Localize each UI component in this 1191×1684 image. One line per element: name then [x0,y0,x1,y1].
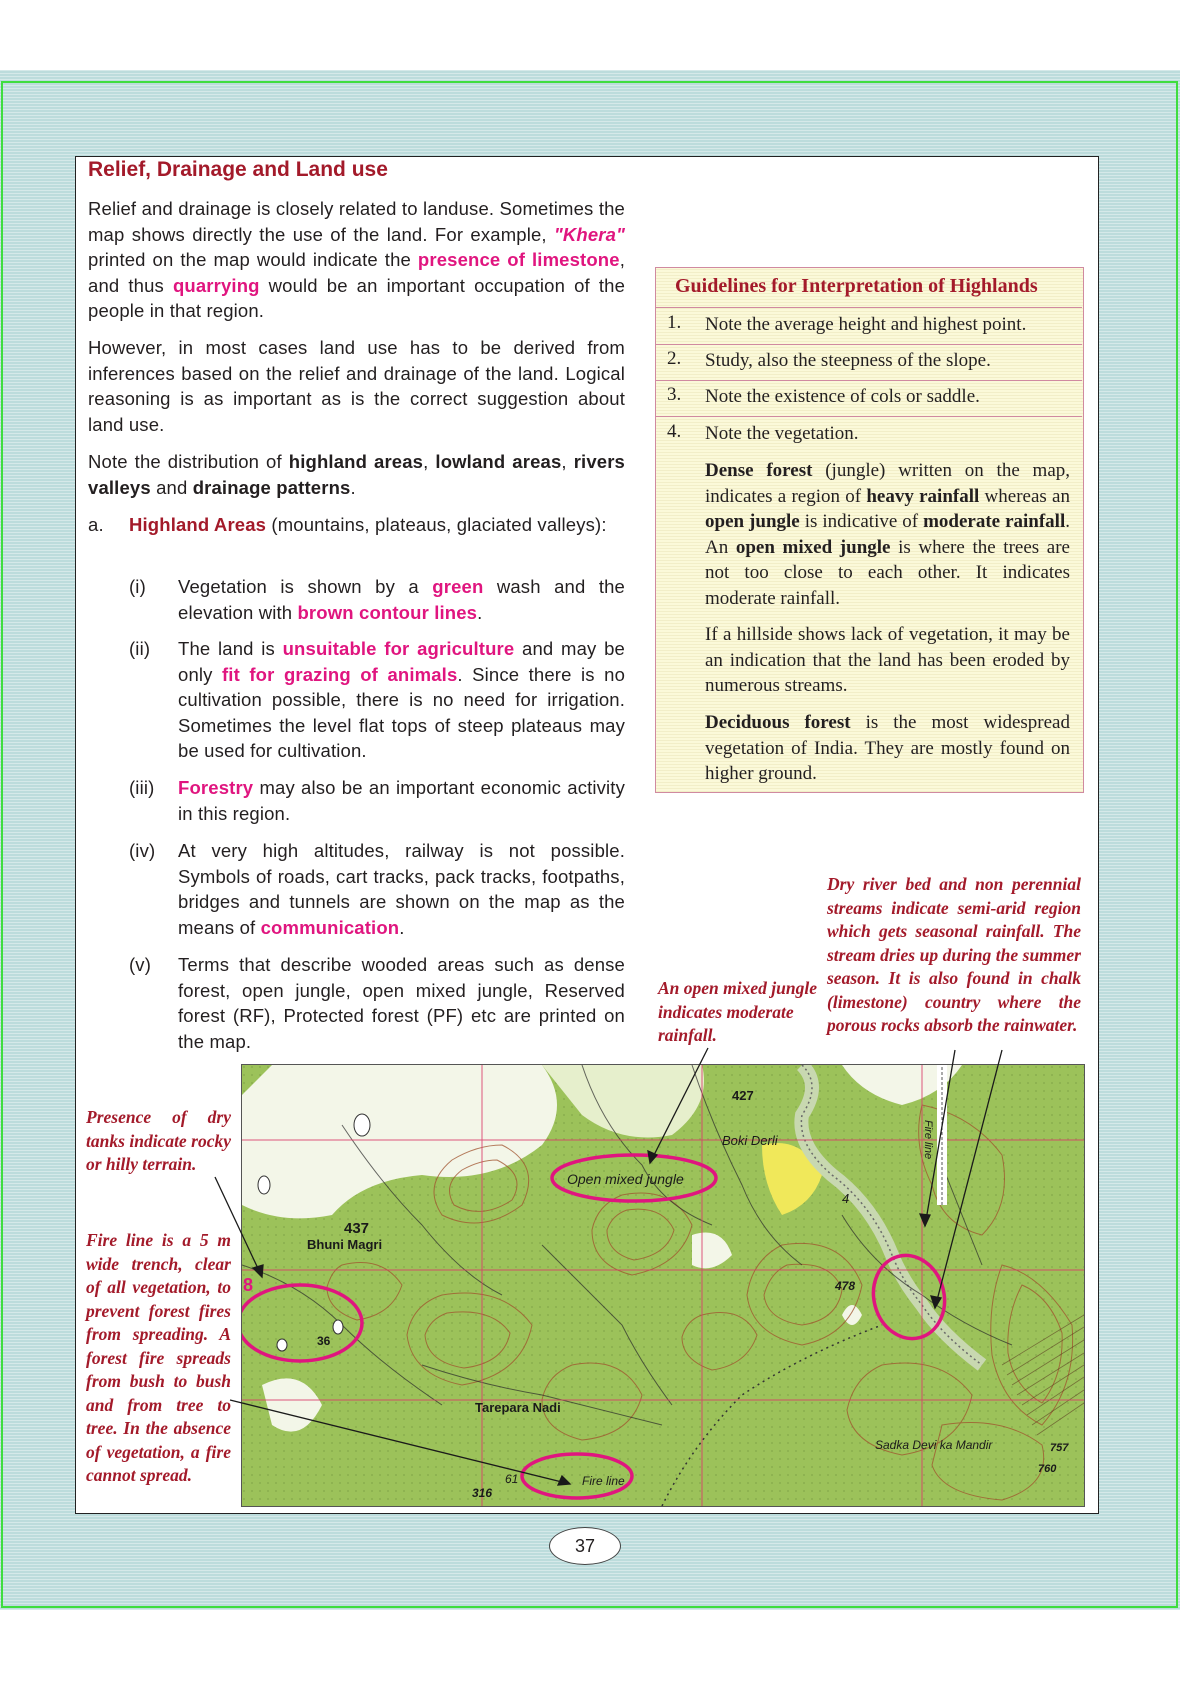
guideline-1-text: Note the average height and highest point. [705,314,1027,335]
highland-heading: Highland Areas (mountains, plateaus, glaciated valleys): [129,514,607,535]
annotation-dry-river-bed: Dry river bed and non perennial streams indicate semi-arid region which gets seasonal rainfall. The stream dries up during the summer season. It is also found in chalk (limestone) country where the porous rocks absorb the rainwater. [827,874,1081,1035]
section-title: Relief, Drainage and Land use [88,158,388,181]
guidelines-paragraph-deciduous: Deciduous forest is the most widespread vegetation of India. They are mostly found on higher ground. [705,712,1070,784]
map-label-open-mixed-jungle: Open mixed jungle [567,1171,684,1187]
guideline-1-num: 1. [667,312,682,333]
map-height-757: 757 [1050,1442,1069,1454]
limestone-term: presence of limestone [417,249,620,270]
guideline-3-text: Note the existence of cols or saddle. [705,386,980,407]
highland-label: a. [88,514,104,535]
map-label-fire-line-vertical: Fire line [922,1120,934,1160]
map-height-760: 760 [1038,1463,1057,1475]
map-label-sadka-devi: Sadka Devi ka Mandir [875,1438,993,1452]
map-height-437: 437 [344,1220,370,1237]
guidelines-title: Guidelines for Interpretation of Highlands [675,275,1038,297]
map-height-61: 61 [505,1472,519,1486]
map-label-bhuni-magri: Bhuni Magri [307,1237,383,1252]
guidelines-paragraph-erosion: If a hillside shows lack of vegetation, it may be an indication that the land has been eroded by numerous streams. [705,624,1070,696]
page-number: 37 [549,1527,621,1565]
guidelines-paragraph-forest: Dense forest (jungle) written on the map, indicates a region of heavy rainfall whereas an open jungle is indicative of moderate rainfall. An open mixed jungle is where the trees are not too close to each other. It indicates moderate rainfall. [705,460,1071,609]
map-label-fire-line: Fire line [582,1474,625,1488]
annotation-fire-line: Fire line is a 5 m wide trench, clear of all vegetation, to prevent forest fires from spreading. A forest fire spreads from bush to bush and from tree to tree. In the absence of vegetation, a fire cannot spread. [86,1230,231,1485]
map-label-boki-derli: Boki Derli [722,1133,778,1148]
intro-paragraph-2: However, in most cases land use has to be derived from inferences based on the relief and drainage of the land. Logical reasoning is as important as is the correct suggestion about land use. [88,337,625,435]
map-height-316: 316 [472,1486,493,1500]
map-label-tarepara-nadi: Tarepara Nadi [475,1400,561,1415]
guideline-4-num: 4. [667,421,682,442]
map-height-427: 427 [732,1088,754,1103]
annotation-dry-tanks: Presence of dry tanks indicate rocky or hilly terrain. [86,1107,231,1174]
annotation-open-mixed-jungle: An open mixed jungle indicates moderate rainfall. [658,978,817,1045]
map-height-478: 478 [835,1279,856,1293]
khera-term: "Khera" [553,223,625,245]
guideline-4-text: Note the vegetation. [705,423,859,444]
quarrying-term: quarrying [172,274,260,296]
map-grid-number-8: 8 [243,1275,254,1295]
guideline-2-num: 2. [667,348,682,369]
intro-paragraph-3: Note the distribution of highland areas, lowland areas, rivers valleys and drainage patterns. [88,451,625,498]
map-grid-number-4: 4 [842,1191,850,1206]
guideline-3-num: 3. [667,384,682,405]
intro-paragraph-1: Relief and drainage is closely related to landuse. Sometimes the map shows directly the use of the land. For example, "Khera" printed on the map would indicate the presence of limestone, and thus quarrying would be an important occupation of the people in that region. [88,198,626,321]
guideline-2-text: Study, also the steepness of the slope. [705,350,991,371]
map-height-36: 36 [317,1334,331,1348]
